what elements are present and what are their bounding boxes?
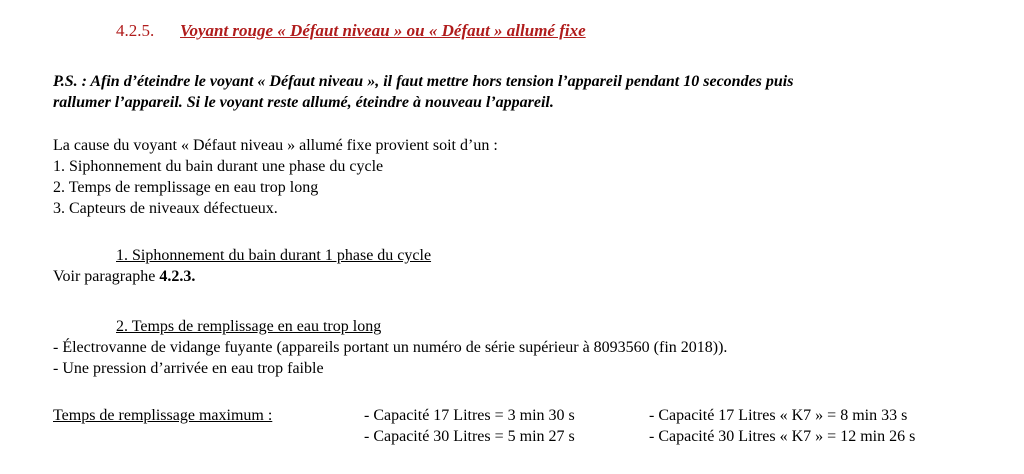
fill-time-label: Temps de remplissage maximum : xyxy=(53,407,273,424)
fill-times-k7 xyxy=(649,405,915,447)
bullet-item: - Une pression d’arrivée en eau trop faible xyxy=(53,360,324,377)
subsection-2-title: 2. Temps de remplissage en eau trop long xyxy=(116,318,382,335)
fill-times-standard xyxy=(364,405,575,447)
fill-time-item: - Capacité 17 Litres « K7 » = 8 min 33 s xyxy=(649,407,908,424)
list-item: 1. Siphonnement du bain durant une phase du cycle xyxy=(53,158,384,175)
see-reference: 4.2.3. xyxy=(159,268,196,285)
ps-note-line: P.S. : Afin d’éteindre le voyant « Défaut niveau », il faut mettre hors tension l’appareil pendant 10 secondes puis xyxy=(53,73,794,90)
intro-text: La cause du voyant « Défaut niveau » allumé fixe provient soit d’un : xyxy=(53,137,498,154)
ps-note-line: rallumer l’appareil. Si le voyant reste allumé, éteindre à nouveau l’appareil. xyxy=(53,94,554,111)
fill-time-item: - Capacité 17 Litres = 3 min 30 s xyxy=(364,407,575,424)
see-paragraph xyxy=(53,266,195,287)
section-title: Voyant rouge « Défaut niveau » ou « Défaut » allumé fixe xyxy=(180,21,586,40)
section-heading xyxy=(116,20,586,41)
causes-list xyxy=(53,156,383,219)
bullet-item: - Électrovanne de vidange fuyante (appareils portant un numéro de série supérieur à 8093560 (fin 2018)). xyxy=(53,339,728,356)
list-item: 2. Temps de remplissage en eau trop long xyxy=(53,179,319,196)
see-prefix: Voir paragraphe xyxy=(53,268,160,285)
subsection-1-title: 1. Siphonnement du bain durant 1 phase du cycle xyxy=(116,247,432,264)
list-item: 3. Capteurs de niveaux défectueux. xyxy=(53,200,278,217)
subsection-2-bullets xyxy=(53,337,727,379)
fill-time-item: - Capacité 30 Litres « K7 » = 12 min 26 s xyxy=(649,428,916,445)
fill-time-item: - Capacité 30 Litres = 5 min 27 s xyxy=(364,428,575,445)
ps-note xyxy=(53,71,793,113)
section-number: 4.2.5. xyxy=(116,21,155,40)
